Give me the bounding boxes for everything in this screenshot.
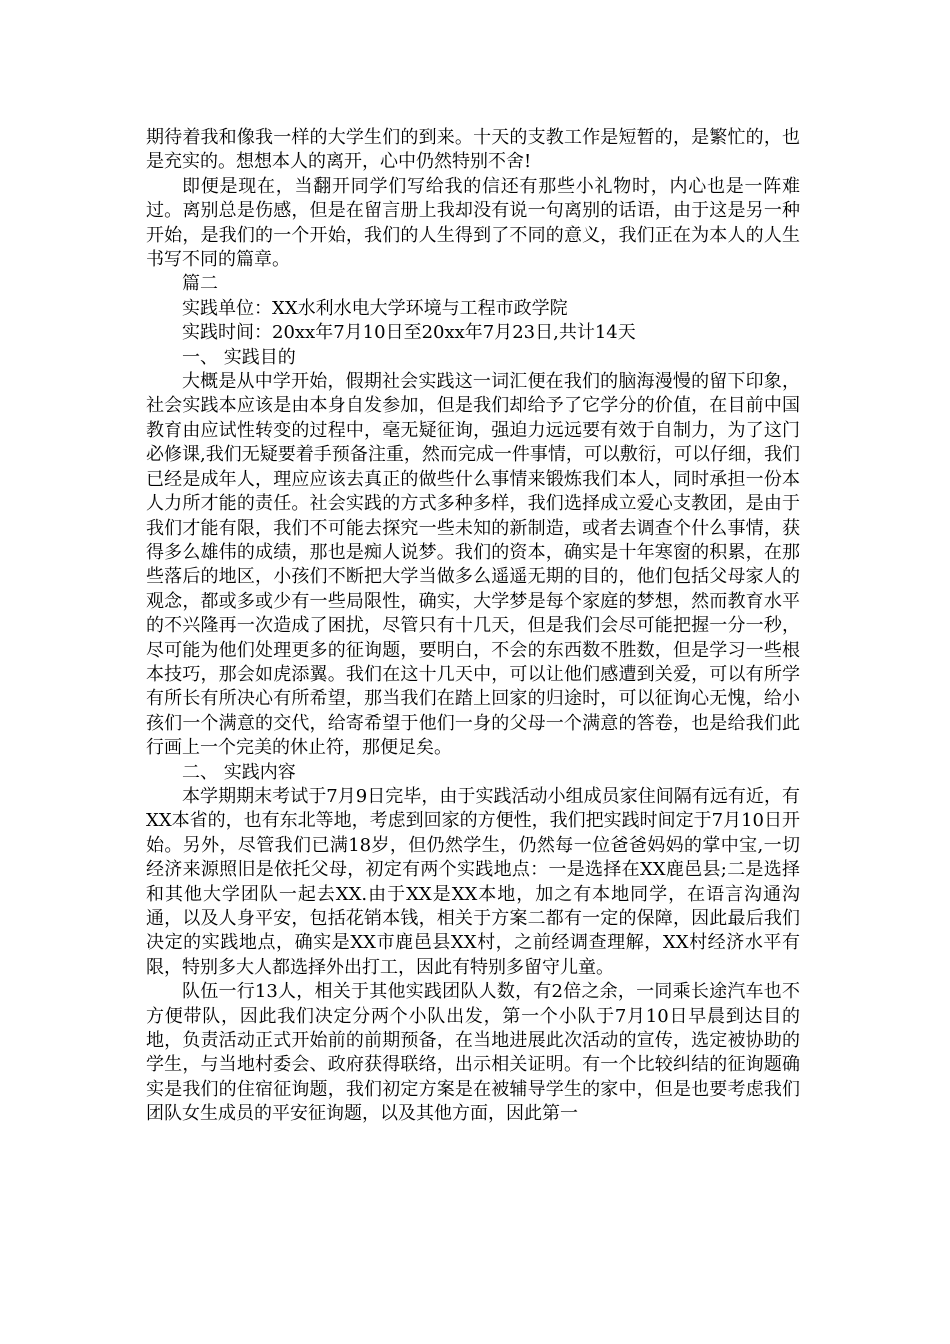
practice-unit-line: 实践单位：XX水利水电大学环境与工程市政学院 — [182, 297, 568, 319]
paragraph-1: 期待着我和像我一样的大学生们的到来。十天的支教工作是短暂的，是繁忙的，也是充实的。想想本人的离开，心中仍然特别不舍! — [146, 127, 800, 173]
document-page — [146, 126, 800, 1127]
paragraph-content-2: 队伍一行13人，相关于其他实践团队人数，有2倍之余，一同乘长途汽车也不方便带队，因此我们决定分两个小队出发，第一个小队于7月10日早晨到达目的地，负责活动正式开始前的前期预备，在当地进展此次活动的宣传，选定被协助的学生，与当地村委会、政府获得联络，出示相关证明。有一个比较纠结的征询题确实是我们的住宿征询题，我们初定方案是在被辅导学生的家中，但是也要考虑我们团队女生成员的平安征询题，以及其他方面，因此第一 — [146, 981, 800, 1125]
section-heading-part-two: 篇二 — [182, 273, 218, 295]
section-heading-purpose: 一、 实践目的 — [182, 346, 296, 368]
paragraph-content-1: 本学期期末考试于7月9日完毕，由于实践活动小组成员家住间隔有远有近，有XX本省的，也有东北等地，考虑到回家的方便性，我们把实践时间定于7月10日开始。另外，尽管我们已满18岁，但仍然学生，仍然每一位爸爸妈妈的掌中宝,一切经济来源照旧是依托父母，初定有两个实践地点：一是选择在XX鹿邑县;二是选择和其他大学团队一起去XX.由于XX是XX本地，加之有本地同学，在语言沟通沟通，以及人身平安，包括花销本钱，相关于方案二都有一定的保障，因此最后我们决定的实践地点，确实是XX市鹿邑县XX村，之前经调查理解，XX村经济水平有限，特别多大人都选择外出打工，因此有特别多留守儿童。 — [146, 785, 800, 978]
section-heading-content: 二、 实践内容 — [182, 761, 296, 783]
paragraph-purpose: 大概是从中学开始，假期社会实践这一词汇便在我们的脑海漫慢的留下印象，社会实践本应该是由本身自发参加，但是我们却给予了它学分的价值，在目前中国教育由应试性转变的过程中，毫无疑征询，强迫力远远要有效于自制力，为了这门必修课,我们无疑要着手预备注重，然而完成一件事情，可以敷衍，可以仔细，我们已经是成年人，理应应该去真正的做些什么事情来锻炼我们本人，同时承担一份本人力所才能的责任。社会实践的方式多种多样，我们选择成立爱心支教团，是由于我们才能有限，我们不可能去探究一些未知的新制造，或者去调查个什么事情，获得多么雄伟的成绩，那也是痴人说梦。我们的资本，确实是十年寒窗的积累，在那些落后的地区，小孩们不断把大学当做多么遥遥无期的目的，他们包括父母家人的观念，都或多或少有一些局限性，确实，大学梦是每个家庭的梦想，然而教育水平的不兴隆再一次造成了困扰，尽管只有十几天，但是我们会尽可能把握一分一秒，尽可能为他们处理更多的征询题，要明白，不会的东西数不胜数，但是学习一些根本技巧，那会如虎添翼。我们在这十几天中，可以让他们感遭到关爱，可以有所学有所长有所决心有所希望，那当我们在踏上回家的归途时，可以征询心无愧，给小孩们一个满意的交代，给寄希望于他们一身的父母一个满意的答卷，也是给我们此行画上一个完美的休止符，那便足矣。 — [146, 371, 800, 759]
practice-time-line: 实践时间：20xx年7月10日至20xx年7月23日,共计14天 — [182, 322, 636, 344]
paragraph-2: 即便是现在，当翻开同学们写给我的信还有那些小礼物时，内心也是一阵难过。离别总是伤感，但是在留言册上我却没有说一句离别的话语，由于这是另一种开始，是我们的一个开始，我们的人生得到了不同的意义，我们正在为本人的人生书写不同的篇章。 — [146, 175, 800, 271]
